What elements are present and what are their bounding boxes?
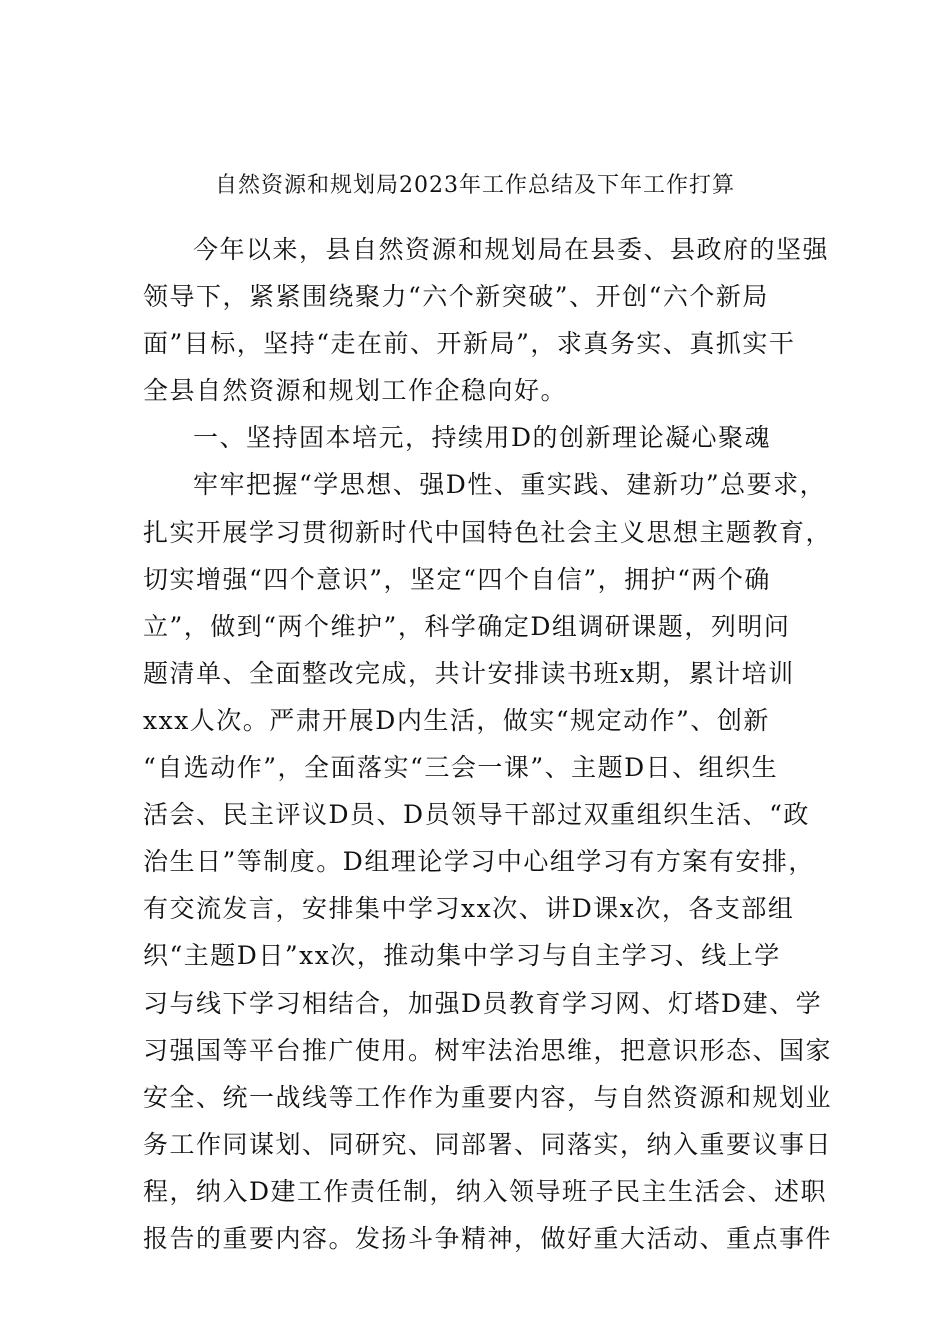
paragraph-line: 活会、民主评议D员、D员领导干部过双重组织生活、“政 bbox=[143, 800, 810, 830]
paragraph-line: 今年以来，县自然资源和规划局在县委、县政府的坚强 bbox=[193, 235, 830, 264]
paragraph-line: 扎实开展学习贯彻新时代中国特色社会主义思想主题教育， bbox=[143, 517, 833, 547]
paragraph-line: 务工作同谋划、同研究、同部署、同落实，纳入重要议事日 bbox=[143, 1129, 833, 1159]
paragraph-line: 织“主题D日”xx次，推动集中学习与自主学习、线上学 bbox=[143, 941, 781, 971]
paragraph-line: 习与线下学习相结合，加强D员教育学习网、灯塔D建、学 bbox=[143, 988, 823, 1018]
paragraph-line: 习强国等平台推广使用。树牢法治思维，把意识形态、国家 bbox=[143, 1035, 833, 1065]
paragraph-line: 牢牢把握“学思想、强D性、重实践、建新功”总要求， bbox=[193, 470, 827, 500]
paragraph-line: 安全、统一战线等工作作为重要内容，与自然资源和规划业 bbox=[143, 1082, 833, 1112]
paragraph-line: 面”目标，坚持“走在前、开新局”，求真务实、真抓实干 bbox=[143, 329, 796, 359]
document-title: 自然资源和规划局2023年工作总结及下年工作打算 bbox=[215, 173, 735, 198]
paragraph-line: 全县自然资源和规划工作企稳向好。 bbox=[143, 376, 568, 406]
paragraph-line: xxx人次。严肃开展D内生活，做实“规定动作”、创新 bbox=[143, 705, 770, 735]
paragraph-line: “自选动作”，全面落实“三会一课”、主题D日、组织生 bbox=[143, 753, 779, 783]
paragraph-line: 治生日”等制度。D组理论学习中心组学习有方案有安排， bbox=[143, 847, 815, 877]
document-body bbox=[143, 226, 833, 1262]
paragraph-line: 报告的重要内容。发扬斗争精神，做好重大活动、重点事件 bbox=[143, 1223, 833, 1253]
paragraph-line: 题清单、全面整改完成，共计安排读书班x期，累计培训 bbox=[143, 658, 795, 688]
paragraph-line: 程，纳入D建工作责任制，纳入领导班子民主生活会、述职 bbox=[143, 1176, 828, 1206]
paragraph-line: 立”，做到“两个维护”，科学确定D组调研课题，列明问 bbox=[143, 611, 791, 641]
section-heading: 一、坚持固本培元，持续用D的创新理论凝心聚魂 bbox=[193, 423, 772, 453]
paragraph-line: 有交流发言，安排集中学习xx次、讲D课x次，各支部组 bbox=[143, 894, 795, 924]
paragraph-line: 切实增强“四个意识”，坚定“四个自信”，拥护“两个确 bbox=[143, 564, 771, 594]
paragraph-line: 领导下，紧紧围绕聚力“六个新突破”、开创“六个新局 bbox=[143, 282, 769, 312]
